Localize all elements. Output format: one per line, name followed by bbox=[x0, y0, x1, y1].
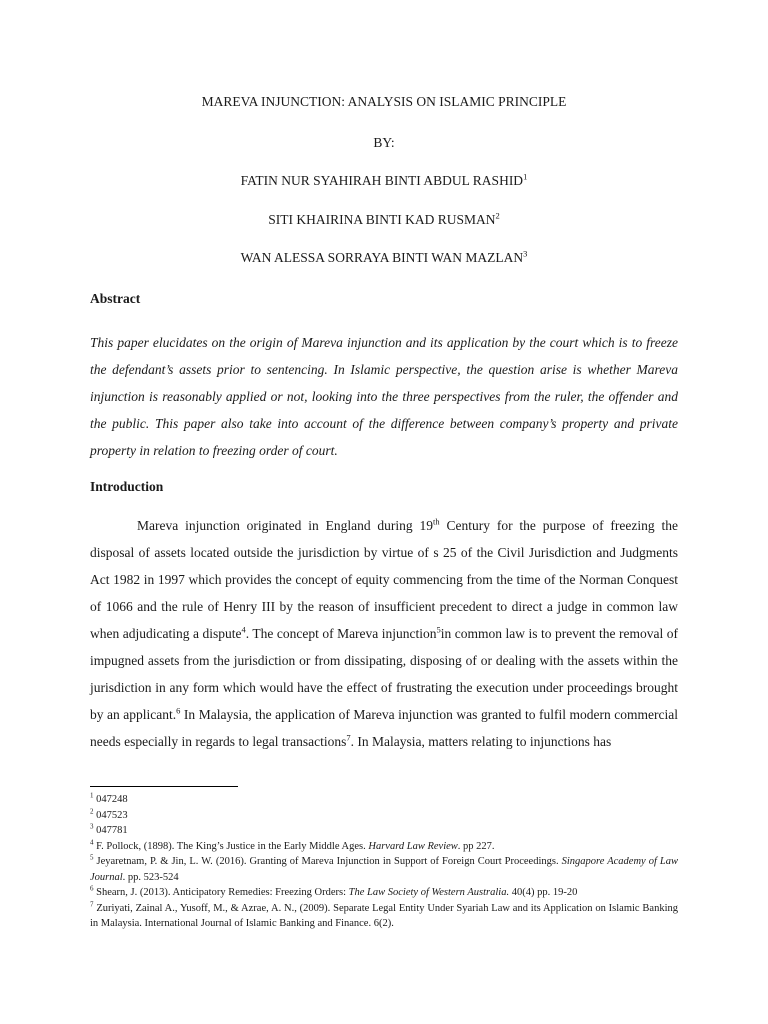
footnote-ref-5: 5 bbox=[436, 624, 441, 635]
introduction-paragraph: Mareva injunction originated in England during 19th Century for the purpose of freezing the disposal of assets located outside the jurisdiction by virtue of s 25 of the Civil Jurisdiction and Judgments Act 1982 in 1997 which provides the concept of equity commencing from the time of the Norman Conquest of 1066 and the rule of Henry III by the reason of insufficient precedent to direct a judge in common law when adjudicating a dispute$^4$. The concept of Mareva injunction$^5$in common law is to prevent the removal of impugned assets from the jurisdiction or from dissipating, disposing of or dealing with the assets within the jurisdiction in any form which would have the effect of frustrating the execution under proceedings brought by an applicant.$^6$ In Malaysia, the application of Mareva injunction was granted to fulfil modern commercial needs especially in regards to legal transactions$^7$. In Malaysia, matters relating to injunctions has bbox=[90, 516, 678, 749]
abstract-text: This paper elucidates on the origin of Mareva injunction and its application by the court which is to freeze the defendant’s assets prior to sentencing. In Islamic perspective, the question arise is whether Mareva injunction is reasonably applied or not, looking into the three perspectives from the ruler, the offender and the public. This paper also take into account of the difference between company’s property and private property in relation to freezing order of court. bbox=[90, 335, 678, 458]
abstract-heading: Abstract bbox=[90, 291, 141, 306]
author-2: SITI KHAIRINA BINTI KAD RUSMAN$^2$ bbox=[268, 210, 500, 227]
footnote-7: $^7$ Zuriyati, Zainal A., Yusoff, M., & Azrae, A. N., (2009). Separate Legal Entity Under Syariah Law and its Application on Islamic Banking in Malaysia. International Journal of Islamic Banking and Finance. 6(2). bbox=[90, 900, 678, 929]
footnote-ref-6: 6 bbox=[176, 705, 181, 716]
author-3: WAN ALESSA SORRAYA BINTI WAN MAZLAN$^3$ bbox=[240, 248, 528, 265]
footnote-2: $^2$ 047523 bbox=[90, 807, 128, 821]
footnote-divider bbox=[90, 786, 238, 787]
footnote-1: $^1$ 047248 bbox=[90, 791, 128, 805]
footnote-5: $^5$ Jeyaretnam, P. & Jin, L. W. (2016). Granting of Mareva Injunction in Support of Foreign Court Proceedings. Singapore Academy of Law Journal. pp. 523-524 bbox=[90, 853, 678, 883]
footnote-ref-th: th bbox=[433, 516, 440, 527]
footnote-ref-7: 7 bbox=[346, 732, 351, 743]
footnote-4: $^4$ F. Pollock, (1898). The King’s Justice in the Early Middle Ages. Harvard Law Review. pp 227. bbox=[90, 838, 495, 852]
introduction-heading: Introduction bbox=[90, 479, 164, 494]
author-1: FATIN NUR SYAHIRAH BINTI ABDUL RASHID$^1$ bbox=[240, 171, 528, 188]
footnote-3: $^3$ 047781 bbox=[90, 822, 128, 836]
footnote-6: $^6$ Shearn, J. (2013). Anticipatory Remedies: Freezing Orders: The Law Society of Western Australia. 40(4) pp. 19-20 bbox=[90, 884, 578, 898]
footnotes bbox=[90, 792, 678, 932]
footnote-ref-4: 4 bbox=[241, 624, 246, 635]
by-label: BY: bbox=[373, 135, 395, 150]
paper-title: MAREVA INJUNCTION: ANALYSIS ON ISLAMIC PRINCIPLE bbox=[201, 94, 567, 109]
